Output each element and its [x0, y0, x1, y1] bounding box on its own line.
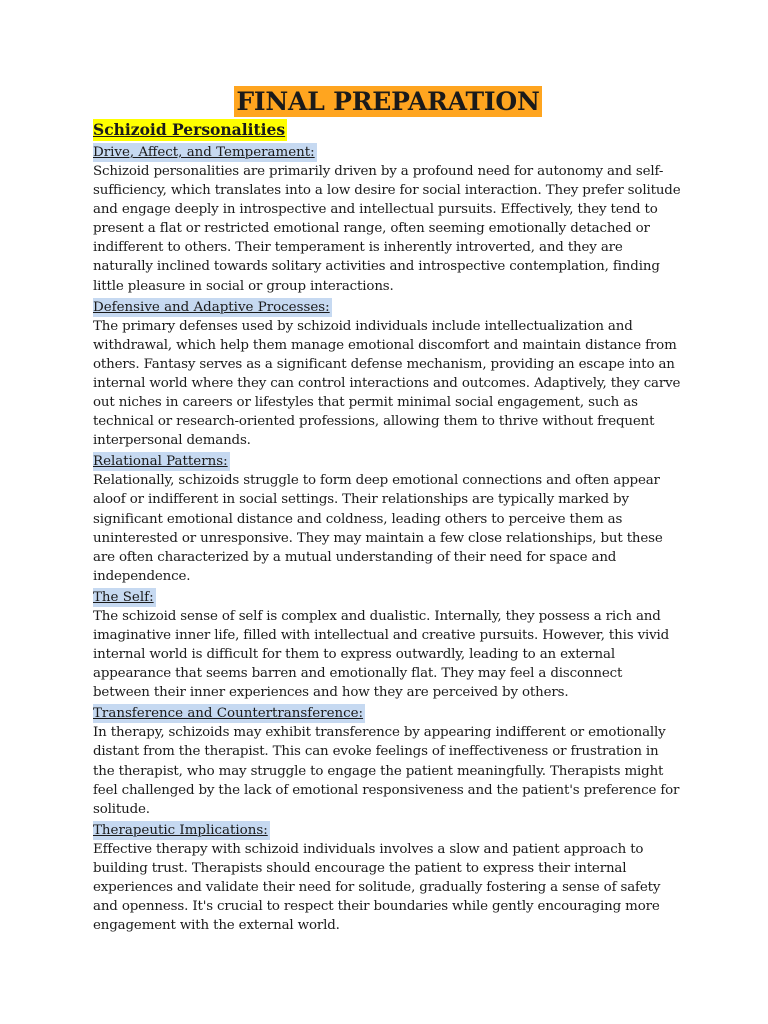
title-container — [93, 86, 683, 117]
subsection-body: Schizoid personalities are primarily driven by a profound need for autonomy and self-sufficiency, which translates into a low desire for social interaction. They prefer solitude and engage deeply in introspective and intellectual pursuits. Effectively, they tend to present a flat or restricted emotional range, often seeming emotionally detached or indifferent to others. Their temperament is inherently introverted, and they are naturally inclined towards solitary activities and introspective contemplation, finding little pleasure in social or group interactions. — [93, 164, 681, 294]
subsection-heading: Drive, Affect, and Temperament: — [93, 145, 315, 160]
subsection-relational-patterns — [93, 450, 683, 586]
document-title: FINAL PREPARATION — [236, 87, 540, 116]
subsection-the-self — [93, 586, 683, 702]
subsection-drive-affect — [93, 141, 683, 296]
document-body — [93, 86, 683, 935]
section-title: Schizoid Personalities — [93, 120, 286, 139]
subsection-transference — [93, 702, 683, 818]
subsection-heading: Relational Patterns: — [93, 454, 228, 470]
section-header — [93, 119, 683, 141]
subsection-defensive-adaptive — [93, 296, 683, 451]
subsection-heading: The Self: — [93, 589, 154, 605]
subsection-body: Effective therapy with schizoid individuals involves a slow and patient approach to building trust. Therapists should encourage the patient to express their internal experiences and validate their need for solitude, gradually fostering a sense of safety and openness. It's crucial to respect their boundaries while gently encouraging more engagement with the external world. — [93, 841, 661, 934]
subsection-heading: Therapeutic Implications: — [93, 822, 268, 838]
subsection-body: The schizoid sense of self is complex and dualistic. Internally, they possess a rich and imaginative inner life, filled with intellectual and creative pursuits. However, this vivid internal world is difficult for them to express outwardly, leading to an external appearance that seems barren and emotionally flat. They may feel a disconnect between their inner experiences and how they are perceived by others. — [93, 608, 670, 701]
subsection-heading: Defensive and Adaptive Processes: — [93, 299, 330, 315]
subsection-therapeutic-implications — [93, 819, 683, 935]
subsection-body: Relationally, schizoids struggle to form deep emotional connections and often appear aloof or indifferent in social settings. Their relationships are typically marked by significant emotional distance and coldness, leading others to perceive them as uninterested or unresponsive. They may maintain a few close relationships, but these are often characterized by a mutual understanding of their need for space and independence. — [93, 473, 663, 584]
subsection-heading: Transference and Countertransference: — [93, 706, 364, 722]
subsection-body: In therapy, schizoids may exhibit transference by appearing indifferent or emotionally distant from the therapist. This can evoke feelings of ineffectiveness or frustration in the therapist, who may struggle to engage the patient meaningfully. Therapists might feel challenged by the lack of emotional responsiveness and the patient's preference for solitude. — [93, 725, 680, 817]
subsection-body: The primary defenses used by schizoid individuals include intellectualization and withdrawal, which help them manage emotional discomfort and maintain distance from others. Fantasy serves as a significant defense mechanism, providing an escape into an internal world where they can control interactions and outcomes. Adaptively, they carve out niches in careers or lifestyles that permit minimal social engagement, such as technical or research-oriented professions, allowing them to thrive without frequent interpersonal demands. — [93, 318, 681, 449]
